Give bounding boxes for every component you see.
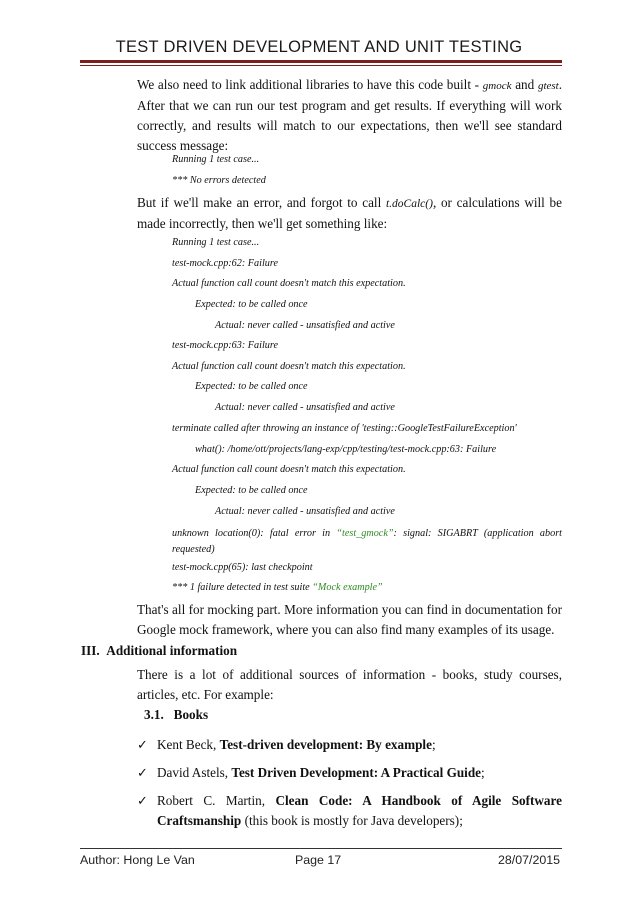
paragraph-mocking-summary: That's all for mocking part. More information you can find in documentation for Google mock framework, where you can also find many examples of its usage. — [137, 602, 562, 637]
test-name-highlight: “test_gmock” — [336, 528, 394, 539]
code-line: Actual: never called - unsatisfied and active — [215, 320, 395, 331]
book-list-item: ✓ Kent Beck, Test-driven development: By example; — [137, 735, 562, 755]
footer-author: Author: Hong Le Van — [80, 853, 195, 867]
checkmark-icon: ✓ — [137, 765, 149, 780]
book-list-item: ✓ David Astels, Test Driven Development: A Practical Guide; — [137, 763, 562, 783]
book-list-item: ✓ Robert C. Martin, Clean Code: A Handbook of Agile Software Craftsmanship (this book is mostly for Java developers); — [137, 793, 562, 828]
code-line: Actual function call count doesn't match this expectation. — [172, 361, 406, 372]
code-line: Actual: never called - unsatisfied and active — [215, 402, 395, 413]
code-line: Actual: never called - unsatisfied and active — [215, 506, 395, 517]
paragraph-error-case: But if we'll make an error, and forgot to call t.doCalc(), or calculations will be made incorrectly, then we'll get something like: — [137, 195, 562, 231]
header-rule-thick — [80, 60, 562, 63]
code-line: Expected: to be called once — [195, 485, 308, 496]
code-line: terminate called after throwing an instance of 'testing::GoogleTestFailureException' — [172, 423, 517, 434]
code-line: Expected: to be called once — [195, 381, 308, 392]
code-line: Running 1 test case... — [172, 154, 260, 165]
paragraph-link-libraries: We also need to link additional libraries to have this code built - gmock and gtest. After that we can run our test program and get results. If everything will work correctly, and results will match to our expectations, then we'll see standard success message: — [137, 77, 563, 153]
paragraph-additional-sources: There is a lot of additional sources of information - books, study courses, articles, etc. For example: — [137, 667, 562, 702]
code-line: what(): /home/ott/projects/lang-exp/cpp/testing/test-mock.cpp:63: Failure — [195, 444, 497, 455]
subsection-heading: 3.1. Books — [144, 707, 209, 722]
checkmark-icon: ✓ — [137, 737, 149, 752]
code-line: Expected: to be called once — [195, 299, 308, 310]
footer-page-number: Page 17 — [295, 853, 342, 867]
code-line-fatal-error: unknown location(0): fatal error in “test_gmock”: signal: SIGABRT (application abort requested) — [172, 528, 562, 555]
code-line: Running 1 test case... — [172, 237, 260, 248]
code-line: test-mock.cpp:63: Failure — [172, 340, 278, 351]
code-line: Actual function call count doesn't match this expectation. — [172, 278, 406, 289]
suite-name-highlight: “Mock example” — [312, 582, 383, 593]
inline-code-gtest: gtest — [537, 80, 559, 92]
header-rule-thin — [80, 65, 562, 66]
code-line: test-mock.cpp(65): last checkpoint — [172, 562, 313, 573]
footer-date: 28/07/2015 — [498, 853, 561, 867]
code-line: test-mock.cpp:62: Failure — [172, 258, 278, 269]
checkmark-icon: ✓ — [137, 793, 149, 808]
inline-code-gmock: gmock — [482, 80, 512, 92]
code-line-summary: *** 1 failure detected in test suite “Mock example” — [172, 582, 383, 593]
inline-code-docalc: t.doCalc() — [385, 198, 433, 210]
code-line: Actual function call count doesn't match this expectation. — [172, 464, 406, 475]
section-heading: III. Additional information — [81, 643, 238, 658]
page-header-title: TEST DRIVEN DEVELOPMENT AND UNIT TESTING — [115, 38, 523, 56]
code-line: *** No errors detected — [172, 175, 266, 186]
footer-rule — [80, 848, 562, 849]
